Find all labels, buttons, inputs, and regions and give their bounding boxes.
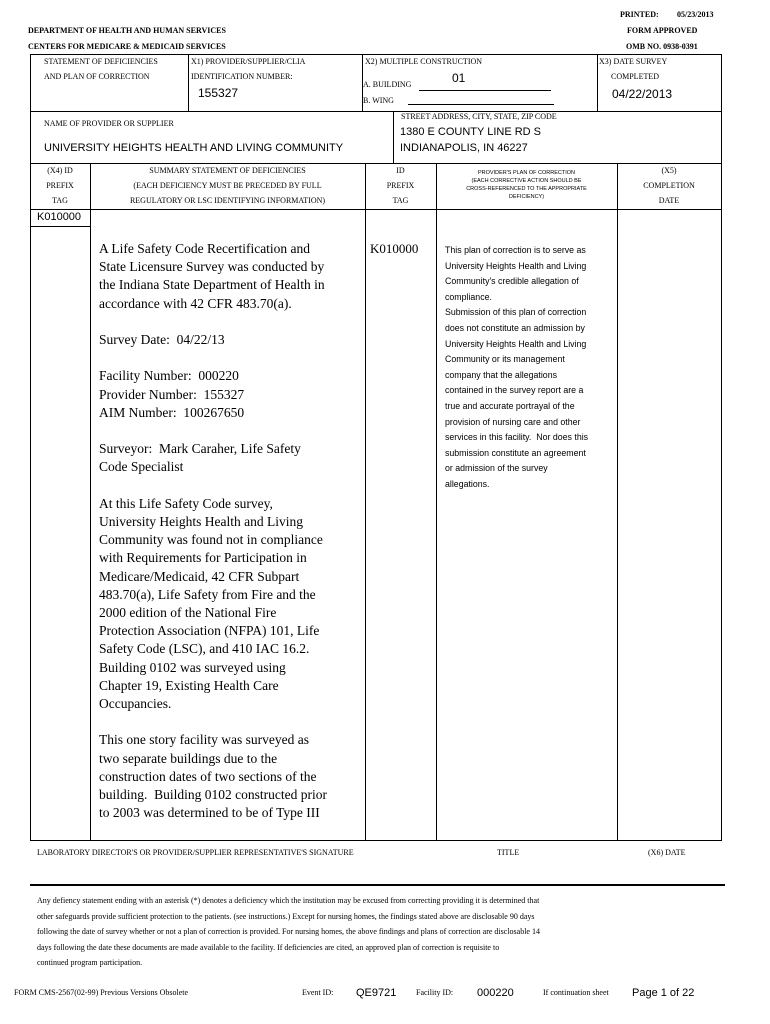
summary-line: accordance with 42 CFR 483.70(a).	[99, 295, 292, 311]
disclaimer-line: Any defiency statement ending with an asterisk (*) denotes a deficiency which the institution may be excused from correcting providing it is determined that	[37, 896, 540, 905]
facility-id-label: Facility ID:	[416, 988, 454, 997]
building-label: A. BUILDING	[363, 80, 412, 89]
disclaimer-line: days following the date these documents are made available to the facility. If deficiencies are cited, an approved plan of correction is requisite to	[37, 942, 500, 952]
summary-line: Code Specialist	[99, 459, 184, 475]
summary-header-line1: SUMMARY STATEMENT OF DEFICIENCIES	[149, 166, 306, 175]
plan-line: services in this facility. Nor does this	[445, 432, 589, 443]
plan-of-correction	[445, 243, 615, 493]
plan-line: does not constitute an admission by	[445, 322, 585, 333]
plan-line: contained in the survey report are a	[445, 385, 584, 396]
plan-line: provision of nursing care and other	[445, 416, 581, 427]
summary-line: Medicare/Medicaid, 42 CFR Subpart	[99, 568, 300, 584]
summary-line: with Requirements for Participation in	[99, 550, 307, 566]
summary-line: to 2003 was determined to be of Type III	[99, 805, 320, 821]
summary-line: Protection Association (NFPA) 101, Life	[99, 623, 320, 639]
disclaimer-line: other safeguards provide sufficient protection to the patients. (see instructions.) Except for nursing homes, the findings stated above are disclosable 90 days	[37, 911, 535, 921]
summary-line: AIM Number: 100267650	[99, 404, 245, 420]
x5-header: (X5)	[661, 166, 677, 175]
id-prefix-header: PREFIX	[386, 181, 415, 190]
summary-line: 483.70(a), Life Safety from Fire and the	[99, 586, 316, 602]
plan-line: This plan of correction is to serve as	[445, 245, 586, 255]
x4-prefix-header: PREFIX	[46, 181, 74, 190]
summary-line: Occupancies.	[99, 696, 172, 712]
address-line-1: 1380 E COUNTY LINE RD S	[400, 126, 542, 138]
x4-id-header: (X4) ID	[47, 166, 73, 175]
plan-line: true and accurate portrayal of the	[445, 400, 575, 411]
x3-label-line2: COMPLETED	[611, 72, 659, 81]
plan-line: or admission of the survey	[445, 463, 548, 474]
plan-line: Community's credible allegation of	[445, 276, 579, 287]
centers-title: CENTERS FOR MEDICARE & MEDICAID SERVICES	[28, 42, 226, 51]
form-number: FORM CMS-2567(02-99) Previous Versions Obsolete	[14, 988, 189, 997]
disclaimer-line: following the date of survey whether or not a plan of correction is provided. For nursing homes, the above findings and plans of correction are disclosable 14	[37, 927, 540, 937]
disclaimer	[37, 893, 717, 971]
summary-line: construction dates of two sections of the	[99, 768, 317, 784]
omb-number: OMB NO. 0938-0391	[626, 42, 698, 51]
plan-header-line1: PROVIDER'S PLAN OF CORRECTION	[477, 170, 575, 176]
summary-line: Facility Number: 000220	[99, 368, 239, 384]
building-value: 01	[452, 71, 466, 85]
summary-line	[99, 349, 361, 367]
date-label: (X6) DATE	[648, 848, 686, 857]
plan-tag: K010000	[370, 241, 419, 256]
summary-line: Safety Code (LSC), and 410 IAC 16.2.	[99, 641, 310, 657]
department-title: DEPARTMENT OF HEALTH AND HUMAN SERVICES	[28, 26, 226, 35]
x5-date-header: DATE	[658, 196, 680, 205]
summary-header-line3: REGULATORY OR LSC IDENTIFYING INFORMATION)	[129, 196, 326, 205]
title-label: TITLE	[497, 848, 520, 857]
summary-line: At this Life Safety Code survey,	[99, 495, 273, 511]
x4-tag-header: TAG	[52, 196, 68, 205]
x2-label: X2) MULTIPLE CONSTRUCTION	[365, 57, 483, 66]
plan-line: University Heights Health and Living	[445, 338, 587, 349]
summary-line: building. Building 0102 constructed prior	[99, 787, 327, 803]
plan-line: Submission of this plan of correction	[445, 307, 587, 318]
summary-line: State Licensure Survey was conducted by	[99, 259, 325, 275]
plan-line: company that the allegations	[445, 369, 557, 380]
id-tag-header: TAG	[392, 196, 409, 205]
provider-name-label: NAME OF PROVIDER OR SUPPLIER	[44, 119, 174, 128]
summary-line	[99, 422, 361, 440]
summary-line	[99, 313, 361, 331]
x1-label: X1) PROVIDER/SUPPLIER/CLIA	[191, 57, 306, 66]
summary-line: 2000 edition of the National Fire	[99, 605, 277, 621]
x3-label: X3) DATE SURVEY	[599, 57, 668, 66]
survey-completed-date: 04/22/2013	[612, 87, 673, 101]
plan-line: allegations.	[445, 478, 490, 489]
summary-line: Community was found not in compliance	[99, 532, 323, 548]
summary-line	[99, 713, 361, 731]
summary-line: Chapter 19, Existing Health Care	[99, 677, 279, 693]
plan-line: compliance.	[445, 291, 492, 302]
provider-clia-number: 155327	[198, 86, 239, 100]
provider-name: UNIVERSITY HEIGHTS HEALTH AND LIVING COMMUNITY	[44, 142, 344, 154]
summary-line: A Life Safety Code Recertification and	[99, 241, 311, 256]
summary-line	[99, 477, 361, 495]
printed-date: 05/23/2013	[677, 10, 714, 19]
plan-line: Community or its management	[445, 354, 565, 365]
event-id-label: Event ID:	[302, 988, 334, 997]
summary-line: two separate buildings due to the	[99, 750, 278, 766]
continuation-label: If continuation sheet	[543, 988, 609, 997]
printed-label: PRINTED:	[620, 10, 659, 19]
disclaimer-line: continued program participation.	[37, 958, 143, 968]
summary-line: This one story facility was surveyed as	[99, 732, 309, 748]
summary-line: Building 0102 was surveyed using	[99, 659, 286, 675]
x1-label-line2: IDENTIFICATION NUMBER:	[191, 72, 293, 81]
summary-line: Provider Number: 155327	[99, 386, 245, 402]
wing-label: B. WING	[363, 96, 394, 105]
summary-line: the Indiana State Department of Health in	[99, 277, 325, 293]
event-id-value: QE9721	[356, 987, 397, 999]
summary-header-line2: (EACH DEFICIENCY MUST BE PRECEDED BY FULL	[133, 181, 322, 190]
summary-statement	[99, 240, 361, 823]
plan-header-line2: (EACH CORRECTIVE ACTION SHOULD BE	[471, 178, 582, 184]
statement-label-line1: STATEMENT OF DEFICIENCIES	[44, 57, 158, 66]
plan-line: submission constitute an agreement	[445, 447, 586, 458]
address-label: STREET ADDRESS, CITY, STATE, ZIP CODE	[401, 112, 557, 121]
address-line-2: INDIANAPOLIS, IN 46227	[400, 142, 528, 154]
statement-label-line2: AND PLAN OF CORRECTION	[44, 72, 150, 81]
summary-line: University Heights Health and Living	[99, 514, 303, 530]
deficiency-tag: K010000	[37, 211, 82, 223]
plan-line: University Heights Health and Living	[445, 260, 587, 271]
form-approved-label: FORM APPROVED	[627, 26, 698, 35]
page-number: Page 1 of 22	[632, 987, 695, 999]
x5-completion-header: COMPLETION	[643, 181, 695, 190]
id-header: ID	[396, 166, 405, 175]
summary-line: Surveyor: Mark Caraher, Life Safety	[99, 441, 301, 457]
plan-header-line3: CROSS-REFERENCED TO THE APPROPRIATE	[466, 186, 587, 192]
signature-label: LABORATORY DIRECTOR'S OR PROVIDER/SUPPLIER REPRESENTATIVE'S SIGNATURE	[37, 848, 354, 857]
plan-header-line4: DEFICIENCY)	[508, 194, 545, 200]
summary-line: Survey Date: 04/22/13	[99, 332, 225, 348]
facility-id-value: 000220	[477, 987, 514, 999]
